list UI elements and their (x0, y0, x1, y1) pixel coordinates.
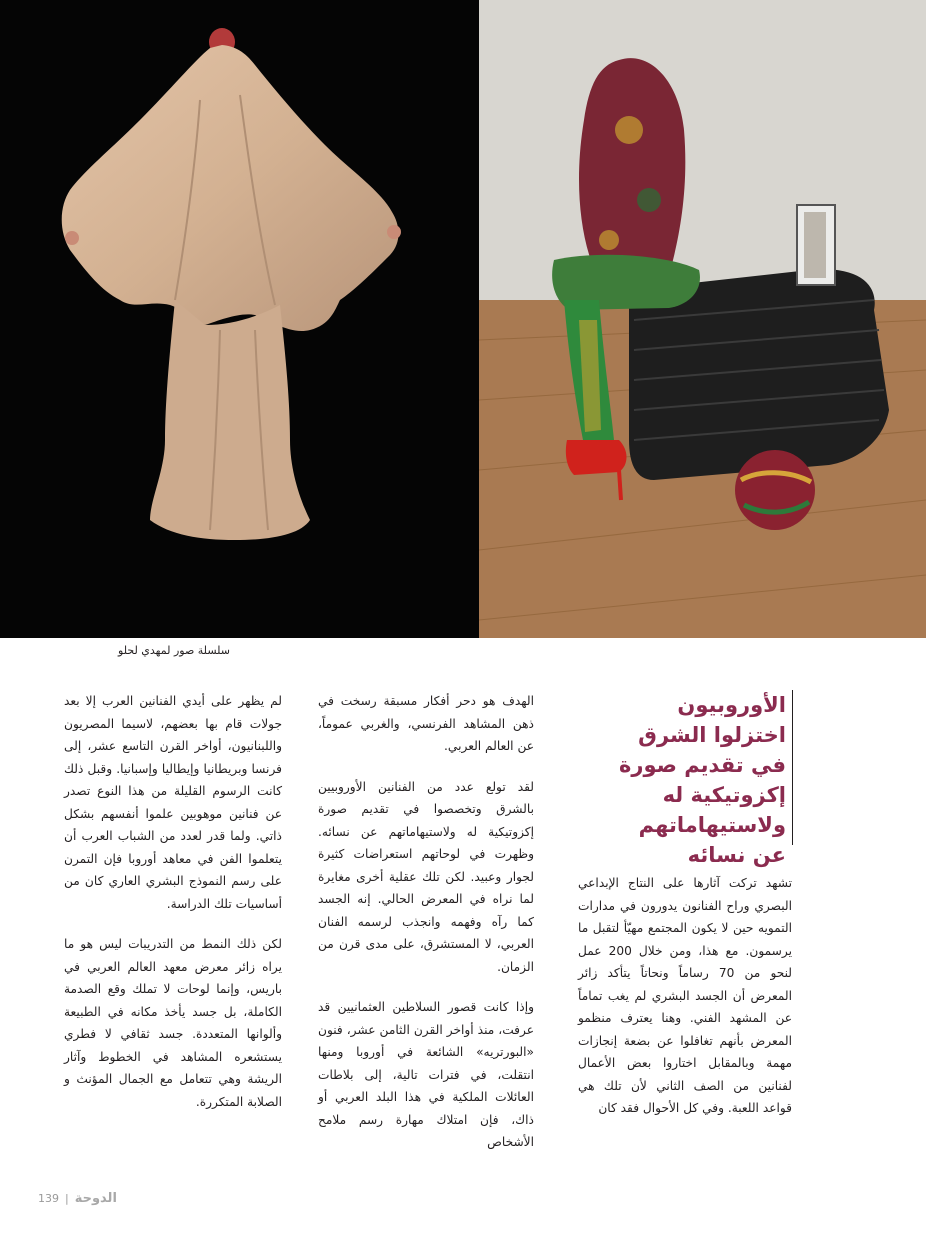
footer-separator: | (65, 1191, 69, 1205)
article-column-left (64, 690, 282, 1131)
pull-quote (605, 690, 793, 867)
magazine-name: الدوحة (74, 1190, 117, 1206)
page-number: 139 (38, 1191, 59, 1205)
paragraph: وإذا كانت قصور السلاطين العثمانيين قد عرفت، منذ أواخر القرن الثامن عشر، فنون «البورتريه» الشائعة في أوروبا ومنها انتقلت، في فترات تالية، إلى بلاطات العائلات الملكية في هذا البلد العربي أو ذاك، فإن امتلاك مهارة رسم ملامح الأشخاص (318, 1000, 534, 1149)
paragraph: لقد تولع عدد من الفنانين الأوروبيين بالشرق وتخصصوا في تقديم صورة إكزوتيكية له ولاستيهاماتهم عن نسائه. وظهرت في لوحاتهم استعراضات كثيرة لجوار وعبيد. لكن تلك عقلية أخرى مغايرة لما نراه في المعرض الحالي. إنه الجسد كما رآه وفهمه وانجذب لرسمه الفنان العربي، لا المستشرق، على مدى قرن من الزمان. (318, 779, 534, 974)
article-column-right (578, 872, 792, 1138)
photo-caption: سلسلة صور لمهدي لحلو (118, 644, 230, 657)
paragraph: لم يظهر على أيدي الفنانين العرب إلا بعد جولات قام بها بعضهم، لاسيما المصريون واللبنانيون، أواخر القرن التاسع عشر، إلى فرنسا وبريطانيا وإيطاليا وإسبانيا. وقبل ذلك كانت الرسوم القليلة من هذا النوع تصدر عن فنانين موهوبين علموا أنفسهم بشكل ذاتي. ولما قدر لعدد من الشباب العرب أن يتعلموا الفن في معاهد أوروبا فإن التمرن على رسم النموذج البشري العاري كان من أساسيات تلك الدراسة. (64, 694, 282, 911)
pull-quote-text: الأوروبيون اختزلوا الشرق في تقديم صورة إكزوتيكية له ولاستيهاماتهم عن نسائه (618, 693, 786, 867)
photo-sculpture-gallery (479, 0, 926, 638)
photo-veiled-figure (0, 0, 479, 638)
paragraph: تشهد تركت آثارها على النتاج الإبداعي البصري وراح الفنانون يدورون في مدارات التمويه حين لا يكون المجتمع مهيّأ لتقبل ما يرسمون. مع هذا، ومن خلال 200 عمل لنحو من 70 رساماً ونحاتاً يتأكد زائر المعرض أن الجسد البشري لم يغب تماماً عن المشهد الفني. وهنا يعترف منظمو المعرض بأنهم تغافلوا عن بضعة إنجازات مهمة وبالمقابل اختاروا بعض الأعمال لفنانين من الصف الثاني لأن تلك هي قواعد اللعبة. وفي كل الأحوال فقد كان (578, 876, 792, 1115)
paragraph: الهدف هو دحر أفكار مسبقة رسخت في ذهن المشاهد الفرنسي، والغربي عموماً، عن العالم العربي. (318, 694, 534, 753)
veiled-figure-illustration (0, 0, 479, 638)
sculpture-illustration (479, 0, 926, 638)
page-footer (38, 1188, 117, 1208)
article-column-middle (318, 690, 534, 1172)
paragraph: لكن ذلك النمط من التدريبات ليس هو ما يراه زائر معرض معهد العالم العربي في باريس، وإنما لوحات لا تملك وقع الصدمة الكاملة، بل جسد يأخذ مكانه في الطبيعة وألوانها المتعددة. جسد ثقافي لا فطري يستشعره المشاهد في الخطوط وآثار الريشة وهي تتعامل مع الجمال المؤنث و الصلابة المتكررة. (64, 937, 282, 1109)
